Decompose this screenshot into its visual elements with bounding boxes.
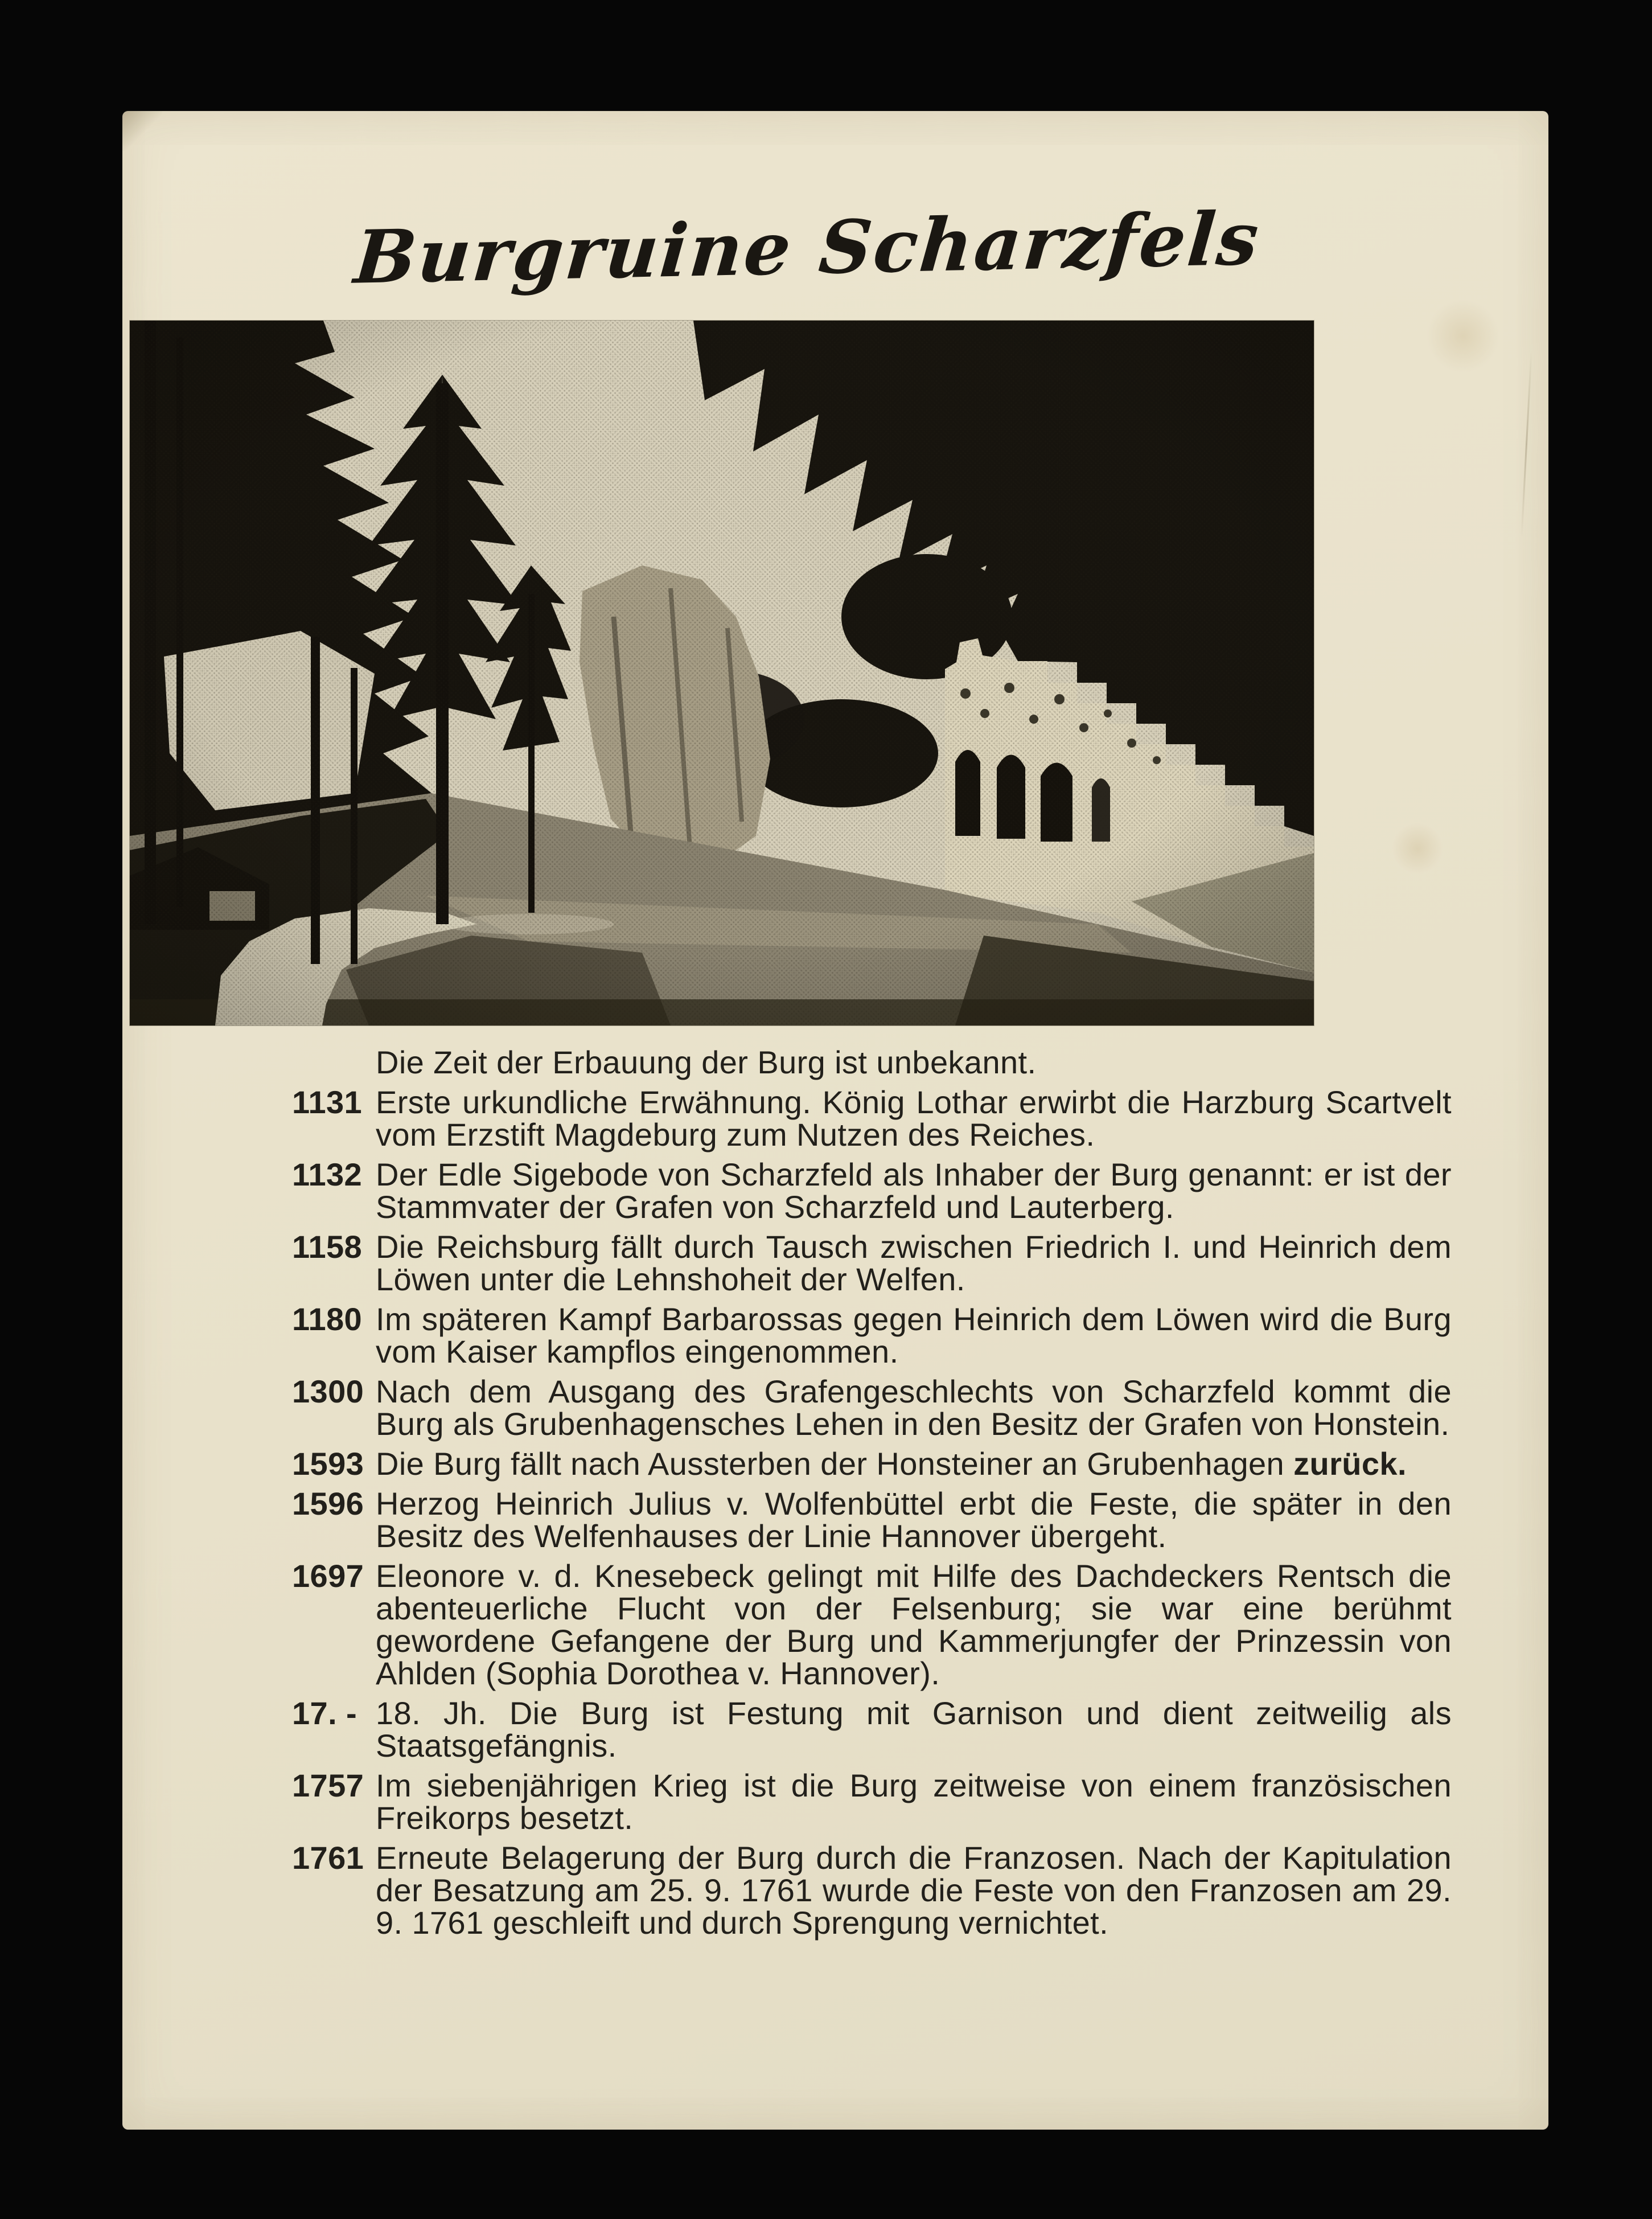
timeline-row — [292, 1560, 1452, 1689]
halftone-photo-illustration — [130, 321, 1314, 1026]
timeline-row — [292, 1158, 1452, 1223]
timeline-text-body: 18. Jh. Die Burg ist Festung mit Garnison und dient zeitweilig als Staatsgefängnis. — [376, 1695, 1452, 1763]
castle-ruin-photo — [130, 321, 1314, 1026]
timeline-intro-row — [292, 1046, 1452, 1078]
timeline-row — [292, 1231, 1452, 1295]
timeline-row — [292, 1487, 1452, 1552]
timeline-text — [376, 1375, 1452, 1440]
timeline-text-body: Herzog Heinrich Julius v. Wolfenbüttel erbt die Feste, die später in den Besitz des Welfenhauses der Linie Hannover übergeht. — [376, 1486, 1452, 1554]
timeline-row — [292, 1086, 1452, 1151]
timeline-year: 1757 — [292, 1767, 364, 1803]
timeline-text-body: Die Reichsburg fällt durch Tausch zwischen Friedrich I. und Heinrich dem Löwen unter die Lehnshoheit der Welfen. — [376, 1229, 1452, 1297]
timeline-text — [376, 1769, 1452, 1834]
corner-fold — [122, 111, 162, 151]
paper-stain — [1392, 823, 1443, 874]
timeline-row — [292, 1447, 1452, 1480]
timeline-text — [376, 1697, 1452, 1762]
timeline-text-body: Eleonore v. d. Knesebeck gelingt mit Hilfe des Dachdeckers Rentsch die abenteuerliche Flucht von der Felsenburg; sie war eine berühmt gewordene Gefangene der Burg und Kammerjungfer der Prinzessin von Ahlden (Sophia Dorothea v. Hannover). — [376, 1558, 1452, 1691]
postcard — [122, 111, 1548, 2130]
timeline-year: 1131 — [292, 1084, 363, 1120]
timeline-year: 17. - — [292, 1695, 357, 1731]
timeline-year: 1158 — [292, 1229, 363, 1265]
timeline-text-body: Nach dem Ausgang des Grafengeschlechts von Scharzfeld kommt die Burg als Grubenhagensches Lehen in den Besitz der Grafen von Honstein. — [376, 1373, 1452, 1442]
timeline-text — [376, 1158, 1452, 1223]
timeline-text — [376, 1560, 1452, 1689]
timeline-year: 1132 — [292, 1156, 363, 1192]
timeline-text — [376, 1231, 1452, 1295]
timeline-text — [376, 1303, 1452, 1368]
timeline-row — [292, 1841, 1452, 1939]
paper-crease — [1521, 350, 1532, 538]
timeline-text-body: Im siebenjährigen Krieg ist die Burg zeitweise von einem französischen Freikorps besetzt. — [376, 1767, 1452, 1836]
timeline-year: 1596 — [292, 1486, 364, 1521]
timeline-text-body: Erste urkundliche Erwähnung. König Lothar erwirbt die Harzburg Scartvelt vom Erzstift Magdeburg zum Nutzen des Reiches. — [376, 1084, 1452, 1152]
paper-stain — [1426, 299, 1500, 373]
timeline-year: 1593 — [292, 1446, 364, 1482]
timeline-year: 1761 — [292, 1840, 364, 1876]
timeline-text — [376, 1487, 1452, 1552]
timeline-text: Die Zeit der Erbauung der Burg ist unbekannt. — [376, 1044, 1037, 1080]
page-title: Burgruine Scharzfels — [351, 196, 1264, 301]
timeline-year — [292, 1046, 376, 1078]
timeline — [292, 1046, 1452, 1946]
timeline-row — [292, 1697, 1452, 1762]
vignette — [130, 321, 1314, 1026]
timeline-row — [292, 1769, 1452, 1834]
timeline-text-body: Die Burg fällt nach Aussterben der Honsteiner an Grubenhagen — [376, 1446, 1294, 1482]
timeline-year: 1300 — [292, 1373, 364, 1409]
timeline-text-body: Im späteren Kampf Barbarossas gegen Heinrich dem Löwen wird die Burg vom Kaiser kampflos eingenommen. — [376, 1301, 1452, 1369]
timeline-row — [292, 1375, 1452, 1440]
timeline-year: 1180 — [292, 1301, 363, 1337]
timeline-text-bold: zurück. — [1293, 1446, 1407, 1482]
timeline-text-body: Der Edle Sigebode von Scharzfeld als Inhaber der Burg genannt: er ist der Stammvater der Grafen von Scharzfeld und Lauterberg. — [376, 1156, 1452, 1225]
timeline-text — [376, 1841, 1452, 1939]
timeline-text — [376, 1086, 1452, 1151]
timeline-text — [376, 1447, 1452, 1480]
timeline-year: 1697 — [292, 1558, 364, 1594]
timeline-row — [292, 1303, 1452, 1368]
timeline-text-body: Erneute Belagerung der Burg durch die Franzosen. Nach der Kapitulation der Besatzung am 25. 9. 1761 wurde die Feste von den Franzosen am 29. 9. 1761 geschleift und durch Sprengung vernichtet. — [376, 1840, 1452, 1941]
